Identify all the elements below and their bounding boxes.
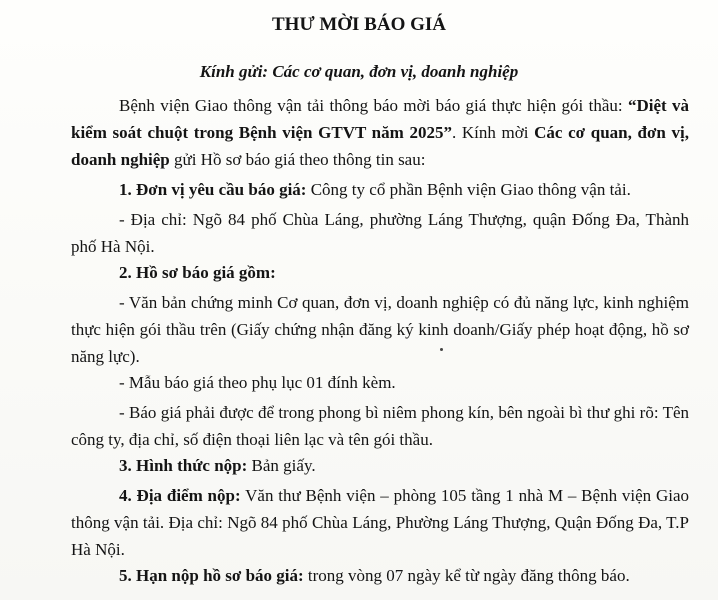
- section-1: [71, 176, 689, 203]
- greeting-line: Kính gửi: Các cơ quan, đơn vị, doanh nghiệp: [199, 62, 519, 81]
- package-name: “Diệt và kiểm soát chuột trong Bệnh viện GTVT năm 2025”: [71, 96, 689, 142]
- section-5: [71, 562, 689, 589]
- scan-speck: [440, 348, 443, 351]
- section-3-text: Bản giấy.: [247, 456, 316, 475]
- section-5-text: trong vòng 07 ngày kể từ ngày đăng thông báo.: [303, 566, 630, 585]
- intro-paragraph: [71, 92, 689, 173]
- section-4-text: Văn thư Bệnh viện – phòng 105 tầng 1 nhà M – Bệnh viện Giao thông vận tải. Địa chỉ: Ngõ 84 phố Chùa Láng, Phường Láng Thượng, Quận Đống Đa, T.P Hà Nội.: [71, 486, 689, 559]
- section-3: [71, 452, 689, 479]
- section-4-heading: 4. Địa điểm nộp:: [119, 486, 241, 505]
- section-2-item-2: - Mẫu báo giá theo phụ lục 01 đính kèm.: [119, 373, 396, 392]
- section-2-item-1: - Văn bản chứng minh Cơ quan, đơn vị, doanh nghiệp có đủ năng lực, kinh nghiệm thực hiện gói thầu trên (Giấy chứng nhận đăng ký kinh doanh/Giấy phép hoạt động, hồ sơ năng lực).: [71, 293, 689, 366]
- section-3-heading: 3. Hình thức nộp:: [119, 456, 248, 475]
- document-title: THƯ MỜI BÁO GIÁ: [272, 14, 446, 35]
- section-2-heading: [71, 259, 689, 286]
- intro-recipients: Các cơ quan, đơn vị, doanh nghiệp: [71, 123, 689, 169]
- section-4: [71, 482, 689, 563]
- intro-text-2: . Kính mời: [451, 123, 535, 142]
- section-5-heading: 5. Hạn nộp hồ sơ báo giá:: [119, 566, 304, 585]
- intro-text-1: Bệnh viện Giao thông vận tải thông báo mời báo giá thực hiện gói thầu:: [119, 96, 628, 115]
- section-1-text: Công ty cổ phần Bệnh viện Giao thông vận tải.: [306, 180, 631, 199]
- section-1-address: - Địa chỉ: Ngõ 84 phố Chùa Láng, phường Láng Thượng, quận Đống Đa, Thành phố Hà Nội.: [71, 210, 689, 256]
- section-2-heading-text: 2. Hồ sơ báo giá gồm:: [119, 263, 276, 282]
- intro-text-3: gửi Hồ sơ báo giá theo thông tin sau:: [169, 150, 426, 169]
- section-1-heading: 1. Đơn vị yêu cầu báo giá:: [119, 180, 307, 199]
- section-2-item-3: - Báo giá phải được để trong phong bì niêm phong kín, bên ngoài bì thư ghi rõ: Tên công ty, địa chỉ, số điện thoại liên lạc và tên gói thầu.: [71, 403, 689, 449]
